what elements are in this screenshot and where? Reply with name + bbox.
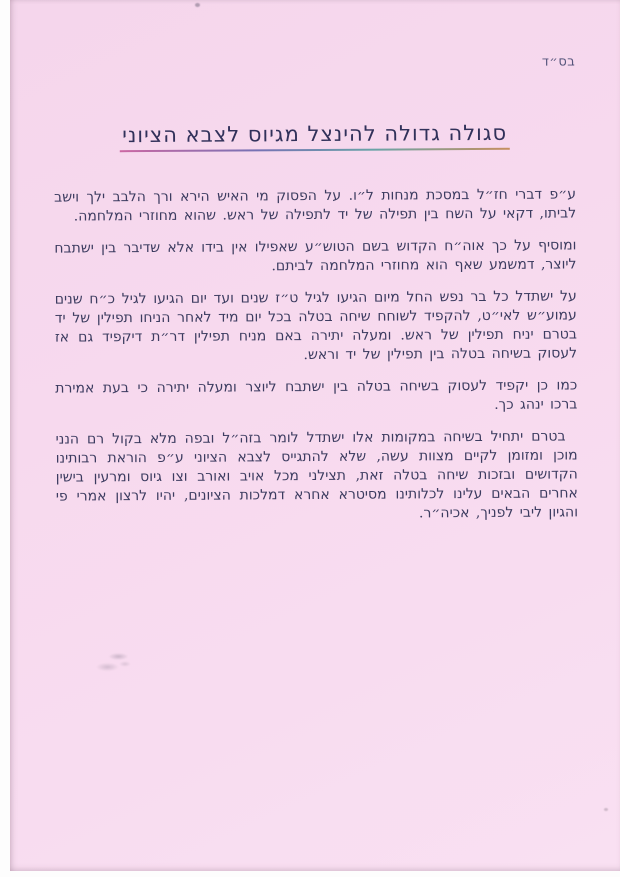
page-content (8, 0, 620, 873)
document-title: סגולה גדולה להינצל מגיוס לצבא הציוני (119, 121, 510, 152)
paragraph-practice-tefillin: על ישתדל כל בר נפש החל מיום הגיעו לגיל ט״ז שנים ועד יום הגיעו לגיל כ״ח שנים עמוע״ש לאי״ט, להקפיד לשוחח שיחה בטלה בכל יום מיד לאחר הניחו תפילין של יד בטרם יניח תפילין של ראש. ומעלה יתירה באם מניח תפילין דר״ת דיקפיד גם אז לעסוק בשיחה בטלה בין תפילין של יד וראש. (54, 288, 578, 364)
paragraph-source-chazal: ע״פ דברי חז״ל במסכת מנחות ל״ו. על הפסוק מי האיש הירא ורך הלבב ילך וישב לביתו, דקאי על השח בין תפילה של יד לתפילה של ראש. שהוא מחוזרי המלחמה. (54, 186, 577, 225)
document-body (54, 185, 578, 525)
paragraph-ohr-hachaim: ומוסיף על כך אוה״ח הקדוש בשם הטוש״ע שאפילו אין בידו אלא שדיבר בין ישתבח ליוצר, דמשמע שאף הוא מחוזרי המלחמה לביתם. (54, 237, 577, 275)
scan-speck-top (195, 3, 200, 7)
scan-speck-bottom (604, 808, 608, 811)
paragraph-declaration: בטרם יתחיל בשיחה במקומות אלו ישתדל לומר בזה״ל ובפה מלא בקול רם הנני מוכן ומזומן לקיים מצוות עשה, שלא להתגייס לצבא הציוני ע״פ הוראת רבותינו הקדושים ובזכות שיחה בטלה זאת, תצילני מכל אויב ואורב וצו גיוס ומרעין בישין אחרים הבאים עלינו לכלותינו מסיטרא אחרא דמלכות הציונים, יהיו לרצון אמרי פי והגיון ליבי לפניך, אכיה״ר. (55, 428, 579, 522)
title-row (54, 109, 576, 152)
paragraph-practice-yishtabach: כמו כן יקפיד לעסוק בשיחה בטלה בין ישתבח ליוצר ומעלה יתירה כי בעת אמירת ברכו ינהג כך. (55, 377, 578, 413)
siyata-dishmaya-mark: בס״ד (541, 54, 576, 70)
pencil-smudge-artifact (92, 646, 136, 676)
scanned-page (10, 0, 620, 871)
